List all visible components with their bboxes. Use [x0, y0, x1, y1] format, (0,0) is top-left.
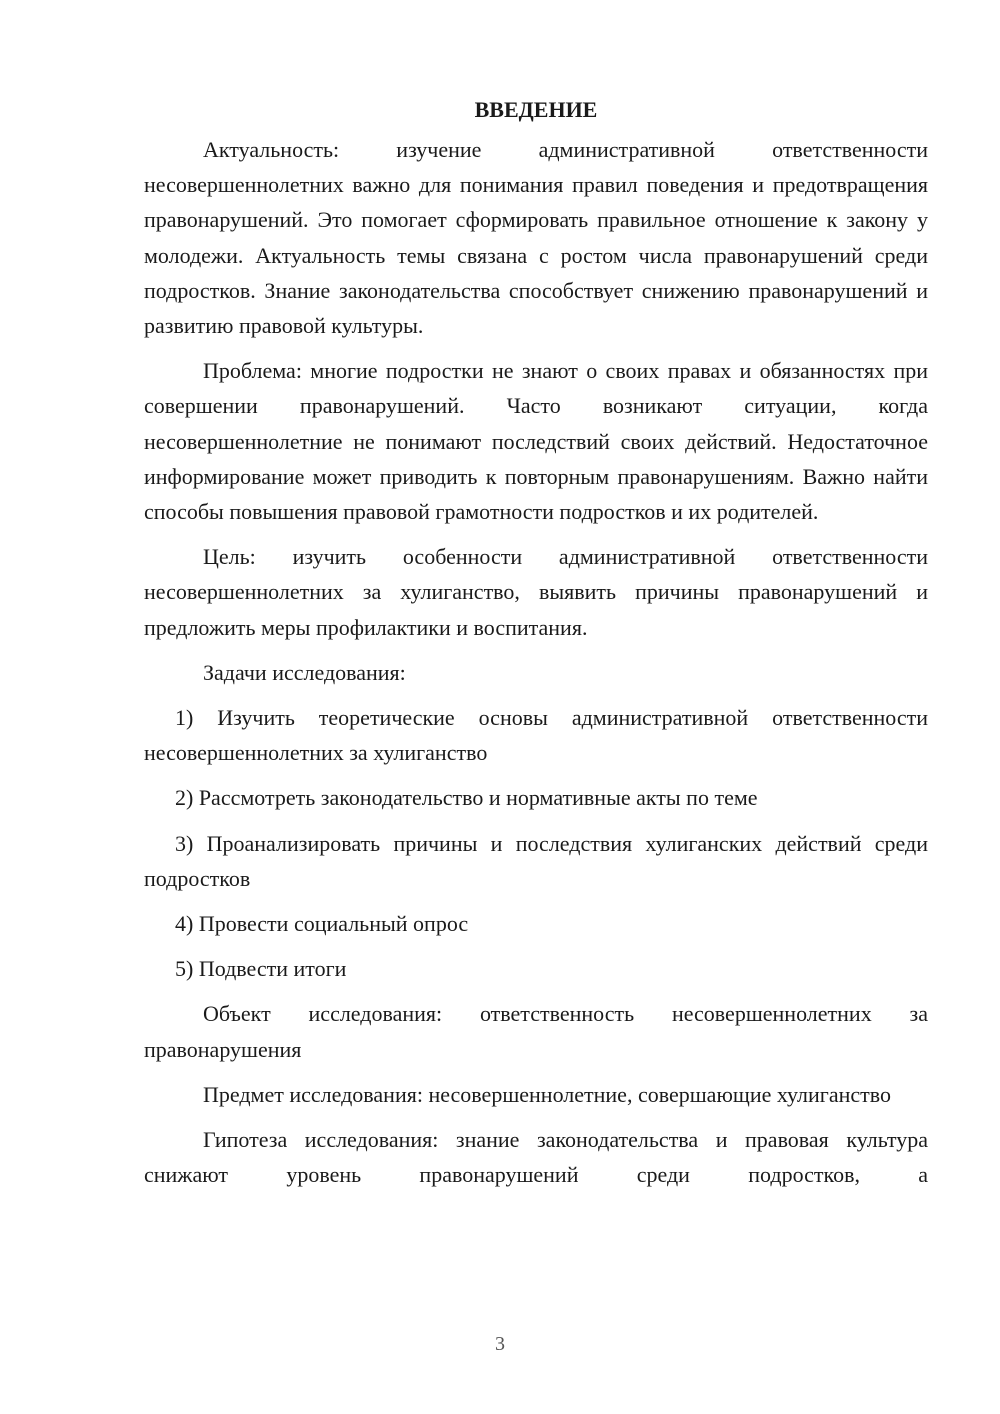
- task-item-4: 4) Провести социальный опрос: [175, 911, 469, 937]
- paragraph-object: Объект исследования: ответственность несовершеннолетних за правонарушения: [144, 1001, 928, 1062]
- tasks-heading: Задачи исследования:: [203, 659, 406, 685]
- section-title: ВВЕДЕНИЕ: [474, 97, 598, 122]
- task-item-2: 2) Рассмотреть законодательство и нормативные акты по теме: [175, 785, 758, 811]
- task-item-3: 3) Проанализировать причины и последствия хулиганских действий среди подростков: [144, 830, 928, 891]
- task-item-5: 5) Подвести итоги: [175, 956, 347, 982]
- paragraph-problem: Проблема: многие подростки не знают о своих правах и обязанностях при совершении правонарушений. Часто возникают ситуации, когда несовершеннолетние не понимают последствий своих действий. Недостаточное информирование может приводить к повторным правонарушениям. Важно найти способы повышения правовой грамотности подростков и их родителей.: [144, 358, 928, 525]
- paragraph-relevance: Актуальность: изучение административной ответственности несовершеннолетних важно для понимания правил поведения и предотвращения правонарушений. Это помогает сформировать правильное отношение к закону у молодежи. Актуальность темы связана с ростом числа правонарушений среди подростков. Знание законодательства способствует снижению правонарушений и развитию правовой культуры.: [144, 137, 928, 339]
- page-number: 3: [495, 1333, 505, 1355]
- paragraph-hypothesis: Гипотеза исследования: знание законодательства и правовая культура снижают уровень правонарушений среди подростков, а: [144, 1127, 928, 1188]
- page-content: [144, 92, 928, 1202]
- paragraph-goal: Цель: изучить особенности административной ответственности несовершеннолетних за хулиганство, выявить причины правонарушений и предложить меры профилактики и воспитания.: [144, 544, 928, 640]
- task-item-1: 1) Изучить теоретические основы административной ответственности несовершеннолетних за хулиганство: [144, 705, 928, 766]
- paragraph-subject: Предмет исследования: несовершеннолетние, совершающие хулиганство: [203, 1081, 891, 1107]
